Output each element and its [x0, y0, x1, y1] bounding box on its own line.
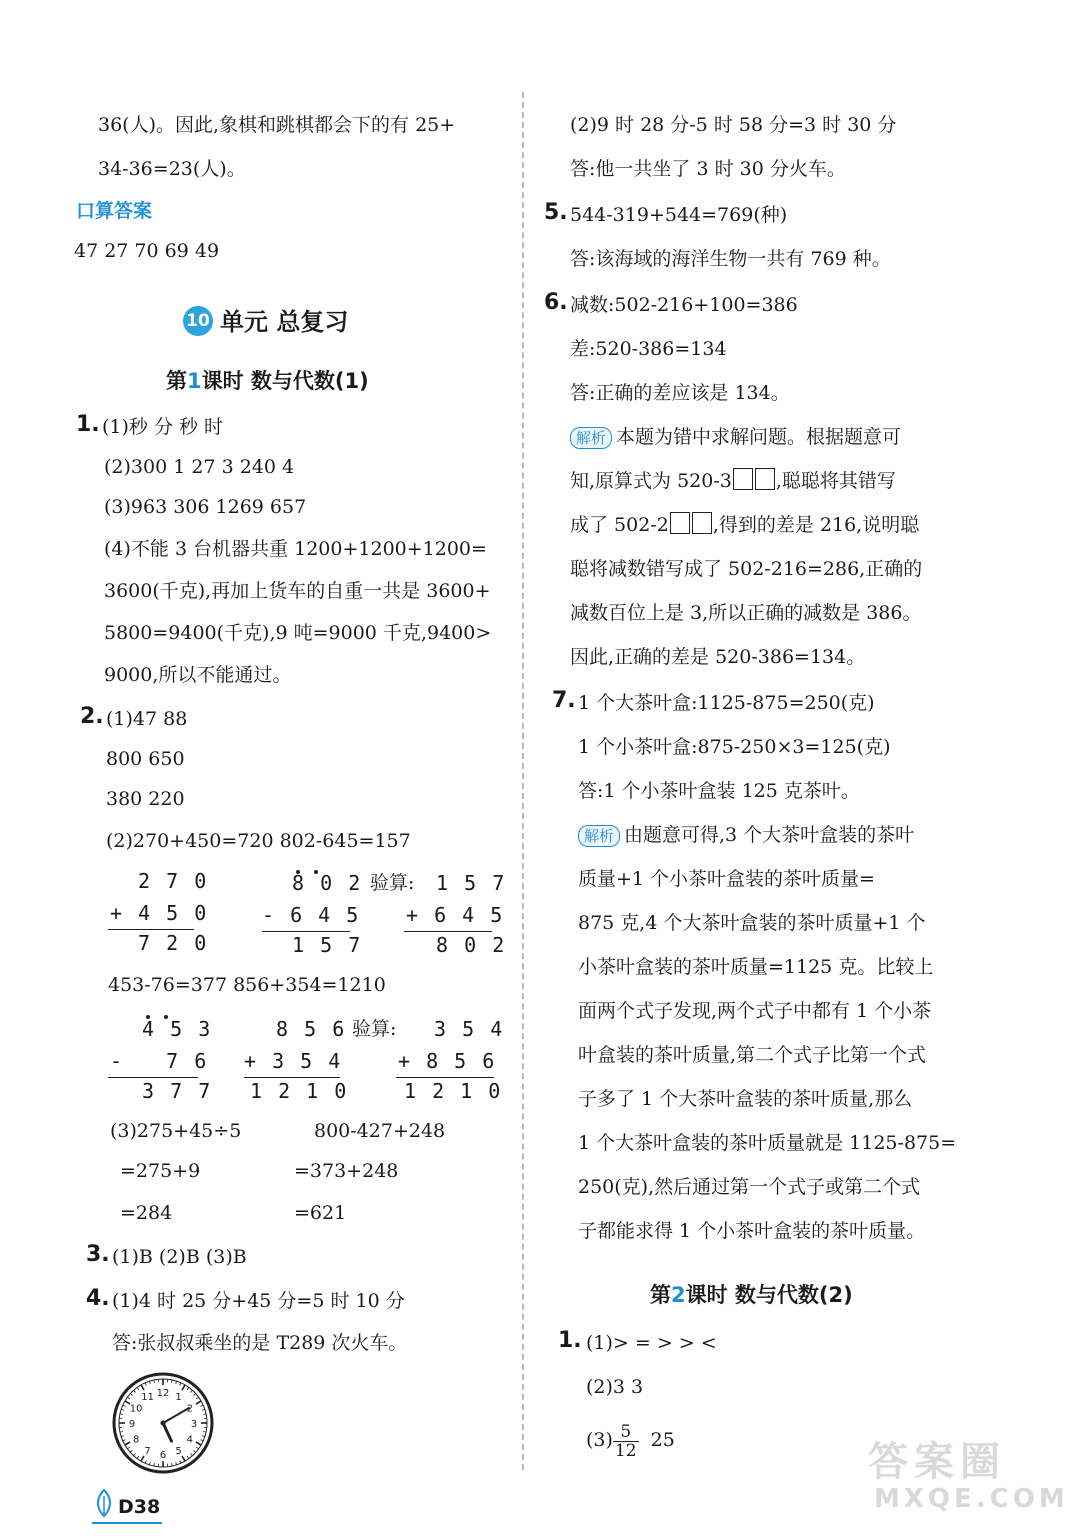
q2-part-3-left-step-2: =275+9 — [120, 1160, 201, 1182]
clock-face-diagram — [112, 1372, 214, 1474]
vc-result: 7 2 0 — [124, 931, 209, 955]
unit-title: 单元 总复习 — [220, 308, 349, 336]
q2-part-3-left-step-3: =284 — [120, 1202, 173, 1224]
q7-explanation-line-9: 250(克),然后通过第一个式子或第二个式 — [578, 1176, 921, 1198]
page-number: D38 — [118, 1496, 161, 1518]
q7-explanation-line-1 — [578, 822, 914, 848]
q7-explanation-line-10: 子都能求得 1 个小茶叶盒装的茶叶质量。 — [578, 1220, 926, 1242]
continuation-line-2: 34-36=23(人)。 — [98, 158, 246, 180]
vc-operand-2: - 6 4 5 — [262, 903, 361, 927]
q6-answer: 答:正确的差应该是 134。 — [570, 382, 790, 404]
q2-part-1-line-2: 800 650 — [106, 748, 185, 770]
vc-result: 1 2 1 0 — [404, 1079, 503, 1103]
clock-center-pin — [161, 1421, 166, 1426]
q1-part-3: (3)963 306 1269 657 — [104, 496, 307, 518]
lesson-2-q1-part-1: (1)> = > > < — [586, 1332, 717, 1354]
q6-explanation-line-1 — [570, 424, 901, 450]
clock-number: 8 — [132, 1434, 140, 1446]
q4-answer: 答:张叔叔乘坐的是 T289 次火车。 — [112, 1332, 408, 1354]
check-label: 验算: — [352, 1018, 397, 1040]
q1-part-4-line-3: 5800=9400(千克),9 吨=9000 千克,9400> — [104, 622, 492, 644]
watermark — [868, 1440, 1069, 1514]
question-4-number: 4. — [86, 1286, 110, 1311]
blank-box — [670, 512, 690, 534]
q7-explanation-line-8: 1 个大茶叶盒装的茶叶质量就是 1125-875= — [578, 1132, 957, 1154]
vc-operand-2: + 6 4 5 — [406, 903, 505, 927]
q2-part-3-right-step-3: =621 — [294, 1202, 347, 1224]
q2-part-2-equations-b: 453-76=377 856+354=1210 — [108, 974, 386, 996]
question-1-number: 1. — [76, 412, 100, 437]
vc-operand-2: + 4 5 0 — [110, 901, 209, 925]
fraction-numerator: 5 — [613, 1423, 639, 1442]
q6-difference: 差:520-386=134 — [570, 338, 727, 360]
watermark-text: 答案圈 — [868, 1439, 1006, 1485]
clock-number: 12 — [156, 1388, 170, 1399]
question-2-number: 2. — [80, 704, 104, 729]
clock-number: 2 — [186, 1403, 194, 1415]
lesson-1-heading — [166, 366, 369, 396]
q2-part-1-line-1: (1)47 88 — [106, 708, 188, 730]
part-value: 25 — [638, 1429, 675, 1451]
vc-result: 3 7 7 — [128, 1079, 213, 1103]
q6-explanation-text-2b: ,聪聪将其错写 — [775, 470, 896, 492]
q1-part-4-line-2: 3600(千克),再加上货车的自重一共是 3600+ — [104, 580, 491, 602]
lesson-prefix: 第 — [650, 1283, 671, 1307]
question-5-number: 5. — [544, 200, 568, 225]
vc-operand-1: 8 5 6 — [262, 1017, 347, 1041]
q1-part-4-line-4: 9000,所以不能通过。 — [104, 664, 292, 686]
clock-number: 4 — [186, 1434, 194, 1446]
q7-explanation-line-2: 质量+1 个小茶叶盒装的茶叶质量= — [578, 868, 875, 890]
q3-answers: (1)B (2)B (3)B — [112, 1246, 247, 1268]
q7-explanation-text-1: 由题意可得,3 个大茶叶盒装的茶叶 — [624, 824, 915, 846]
kousuan-answers: 47 27 70 69 49 — [74, 240, 220, 262]
clock-number: 9 — [128, 1419, 136, 1430]
clock-number: 3 — [190, 1419, 198, 1430]
footer-underline — [92, 1522, 162, 1524]
unit-number-badge: 10 — [183, 306, 213, 336]
q2-part-3-left-step-1: (3)275+45÷5 — [110, 1120, 242, 1142]
q6-explanation-text-3b: ,得到的差是 216,说明聪 — [712, 514, 920, 536]
q6-explanation-line-4: 聪将减数错写成了 502-216=286,正确的 — [570, 558, 923, 580]
lesson-2-q1-part-2: (2)3 3 — [586, 1376, 644, 1398]
vc-operand-1: 8 0 2 — [278, 871, 363, 895]
clock-number: 7 — [144, 1445, 151, 1457]
part-label: (3) — [586, 1429, 613, 1451]
q7-explanation-line-7: 子多了 1 个大茶叶盒装的茶叶质量,那么 — [578, 1088, 913, 1110]
lesson-number: 2 — [671, 1283, 686, 1307]
blank-box — [755, 468, 775, 490]
lesson-2-question-1-number: 1. — [558, 1328, 582, 1353]
vc-result: 1 5 7 — [278, 933, 363, 957]
q7-explanation-line-4: 小茶叶盒装的茶叶质量=1125 克。比较上 — [578, 956, 934, 978]
q6-explanation-line-3 — [570, 512, 919, 538]
vc-result: 8 0 2 — [422, 933, 507, 957]
q1-part-1: (1)秒 分 秒 时 — [102, 416, 224, 438]
clock-number: 5 — [175, 1445, 182, 1457]
column-divider — [522, 92, 524, 1470]
analysis-badge: 解析 — [578, 825, 620, 847]
q2-part-3-right-step-2: =373+248 — [294, 1160, 399, 1182]
clock-number: 1 — [175, 1392, 182, 1404]
clock-number: 11 — [141, 1392, 154, 1404]
q6-explanation-text-1: 本题为错中求解问题。根据题意可 — [616, 426, 902, 448]
question-7-number: 7. — [552, 688, 576, 713]
analysis-badge: 解析 — [570, 427, 612, 449]
blank-box — [692, 512, 712, 534]
question-3-number: 3. — [86, 1242, 110, 1267]
q7-small-box: 1 个小茶叶盒:875-250×3=125(克) — [578, 736, 891, 758]
kousuan-answer-heading: 口算答案 — [76, 200, 153, 222]
q7-explanation-line-5: 面两个式子发现,两个式子中都有 1 个小茶 — [578, 1000, 932, 1022]
q5-equation: 544-319+544=769(种) — [570, 204, 788, 226]
lesson-suffix: 课时 数与代数(1) — [201, 369, 369, 393]
fraction-five-twelfths — [613, 1423, 639, 1460]
clock-number: 10 — [129, 1403, 143, 1415]
vc-operand-2: - 7 6 — [110, 1049, 209, 1073]
leaf-icon — [94, 1488, 114, 1518]
question-6-number: 6. — [544, 290, 568, 315]
q2-part-3-right-step-1: 800-427+248 — [314, 1120, 446, 1142]
q4-part-2-answer: 答:他一共坐了 3 时 30 分火车。 — [570, 158, 846, 180]
q6-explanation-text-3a: 成了 502-2 — [570, 514, 669, 536]
q7-big-box: 1 个大茶叶盒:1125-875=250(克) — [578, 692, 875, 714]
vc-operand-1: 3 5 4 — [420, 1017, 505, 1041]
q6-explanation-text-2a: 知,原算式为 520-3 — [570, 470, 732, 492]
lesson-number: 1 — [187, 369, 202, 393]
q6-explanation-line-5: 减数百位上是 3,所以正确的减数是 386。 — [570, 602, 922, 624]
watermark-domain: MXQE.COM — [874, 1484, 1069, 1514]
check-label: 验算: — [370, 872, 415, 894]
q6-explanation-line-6: 因此,正确的差是 520-386=134。 — [570, 646, 866, 668]
q4-part-2: (2)9 时 28 分-5 时 58 分=3 时 30 分 — [570, 114, 897, 136]
q1-part-2: (2)300 1 27 3 240 4 — [104, 456, 295, 478]
blank-box — [733, 468, 753, 490]
lesson-2-heading — [650, 1280, 853, 1310]
vc-operand-2: + 8 5 6 — [398, 1049, 497, 1073]
vc-operand-1: 2 7 0 — [124, 869, 209, 893]
fraction-denominator: 12 — [614, 1440, 637, 1461]
q1-part-4-line-1: (4)不能 3 台机器共重 1200+1200+1200= — [104, 538, 487, 560]
q7-answer: 答:1 个小茶叶盒装 125 克茶叶。 — [578, 780, 860, 802]
q6-subtrahend: 减数:502-216+100=386 — [570, 294, 798, 316]
vc-result: 1 2 1 0 — [250, 1079, 349, 1103]
vc-operand-2: + 3 5 4 — [244, 1049, 343, 1073]
vc-operand-1: 4 5 3 — [128, 1017, 213, 1041]
q7-explanation-line-3: 875 克,4 个大茶叶盒装的茶叶质量+1 个 — [578, 912, 926, 934]
q7-explanation-line-6: 叶盒装的茶叶质量,第二个式子比第一个式 — [578, 1044, 927, 1066]
q6-explanation-line-2 — [570, 468, 896, 494]
q5-answer: 答:该海域的海洋生物一共有 769 种。 — [570, 248, 891, 270]
q2-part-1-line-3: 380 220 — [106, 788, 185, 810]
lesson-prefix: 第 — [166, 369, 187, 393]
lesson-2-q1-part-3 — [586, 1420, 675, 1460]
vc-operand-1: 1 5 7 — [422, 871, 507, 895]
lesson-suffix: 课时 数与代数(2) — [685, 1283, 853, 1307]
q4-part-1: (1)4 时 25 分+45 分=5 时 10 分 — [112, 1290, 405, 1312]
q2-part-2-equations: (2)270+450=720 802-645=157 — [106, 830, 411, 852]
continuation-line-1: 36(人)。因此,象棋和跳棋都会下的有 25+ — [98, 114, 456, 136]
clock-number: 6 — [159, 1450, 167, 1461]
